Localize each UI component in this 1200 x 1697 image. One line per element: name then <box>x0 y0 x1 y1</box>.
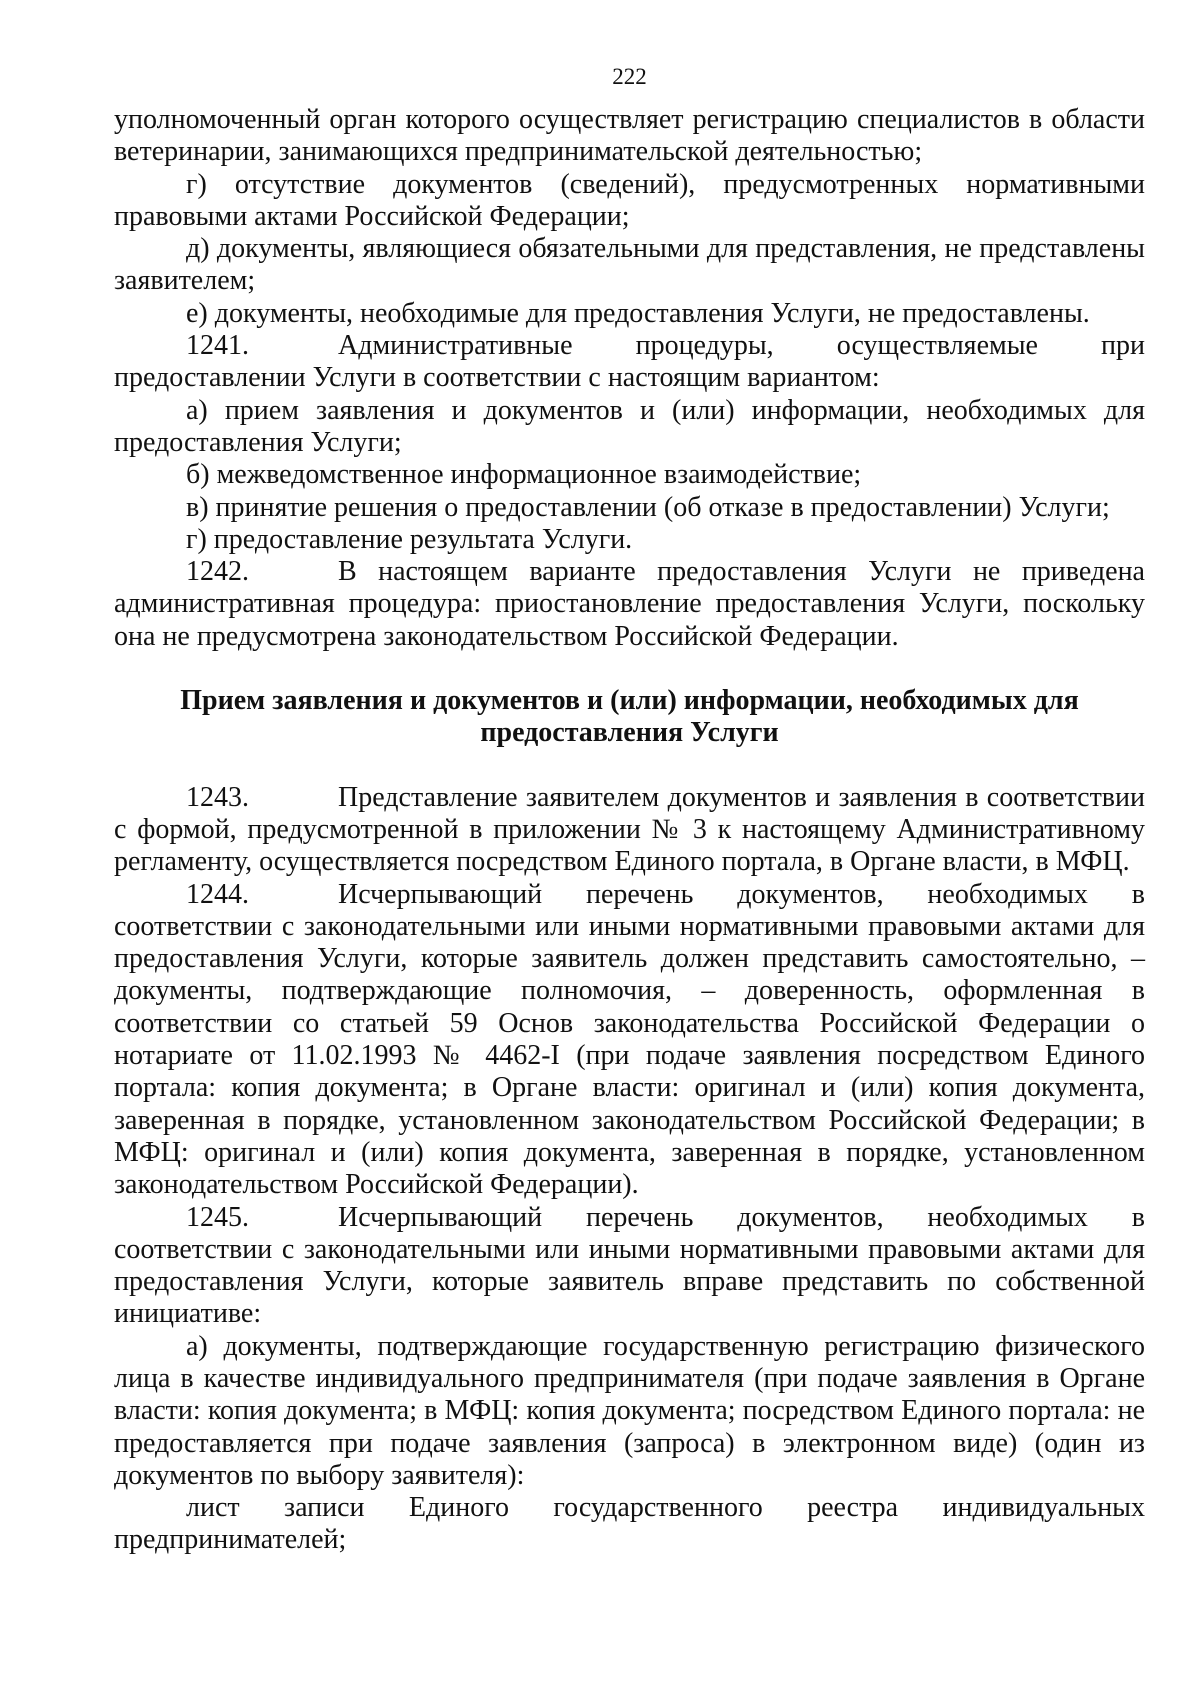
document-page <box>114 62 1145 1557</box>
clause-1242 <box>114 556 1145 653</box>
paragraph-continuation: уполномоченный орган которого осуществляет регистрацию специалистов в области ветеринарии, занимающихся предпринимательской деятельностью; <box>114 104 1145 168</box>
clause-text: Исчерпывающий перечень документов, необходимых в соответствии с законодательными или иными нормативными правовыми актами для предоставления Услуги, которые заявитель должен представить самостоятельно, – документы, подтверждающие полномочия, – доверенность, оформленная в соответствии со статьей 59 Основ законодательства Российской Федерации о нотариате от 11.02.1993 № 4462-I (при подаче заявления посредством Единого портала: копия документа; в Органе власти: оригинал и (или) копия документа, заверенная в порядке, установленном законодательством Российской Федерации; в МФЦ: оригинал и (или) копия документа, заверенная в порядке, установленном законодательством Российской Федерации). <box>114 878 1145 1201</box>
list-item-v: в) принятие решения о предоставлении (об отказе в предоставлении) Услуги; <box>186 491 1110 523</box>
clause-number: 1241. <box>186 330 249 362</box>
clause-text: В настоящем варианте предоставления Услуги не приведена административная процедура: приостановление предоставления Услуги, поскольку она не предусмотрена законодательством Российской Федерации. <box>114 556 1145 652</box>
list-item-e: е) документы, необходимые для предоставления Услуги, не предоставлены. <box>186 297 1090 329</box>
clause-text: Представление заявителем документов и заявления в соответствии с формой, предусмотренной в приложении № 3 к настоящему Административному регламенту, осуществляется посредством Единого портала, в Органе власти, в МФЦ. <box>114 781 1145 878</box>
clause-number: 1244. <box>186 878 249 910</box>
clause-number: 1243. <box>186 781 249 813</box>
clause-number: 1245. <box>186 1201 249 1233</box>
clause-1245 <box>114 1202 1145 1331</box>
clause-number: 1242. <box>186 556 249 588</box>
list-item-d: д) документы, являющиеся обязательными для представления, не представлены заявителем; <box>114 233 1145 297</box>
list-item-a-docs: а) документы, подтверждающие государственную регистрацию физического лица в качестве индивидуального предпринимателя (при подаче заявления в Органе власти: копия документа; в МФЦ: копия документа; посредством Единого портала: не предоставляется при подаче заявления (запроса) в электронном виде) (один из документов по выбору заявителя): <box>114 1330 1145 1491</box>
section-heading: Прием заявления и документов и (или) информации, необходимых для предоставления Услуги <box>180 685 1079 749</box>
clause-text: Административные процедуры, осуществляемые при предоставлении Услуги в соответствии с настоящим вариантом: <box>114 330 1145 394</box>
list-item-g: г) отсутствие документов (сведений), предусмотренных нормативными правовыми актами Российской Федерации; <box>114 168 1145 232</box>
clause-1244 <box>114 879 1145 1202</box>
clause-1241 <box>114 330 1145 395</box>
list-item-registry-sheet: лист записи Единого государственного реестра индивидуальных предпринимателей; <box>114 1492 1145 1556</box>
clause-1243 <box>114 782 1145 879</box>
clause-text: Исчерпывающий перечень документов, необходимых в соответствии с законодательными или иными нормативными правовыми актами для предоставления Услуги, которые заявитель вправе представить по собственной инициативе: <box>114 1201 1145 1330</box>
list-item-g2: г) предоставление результата Услуги. <box>186 523 633 555</box>
list-item-b: б) межведомственное информационное взаимодействие; <box>186 459 862 491</box>
list-item-a: а) прием заявления и документов и (или) информации, необходимых для предоставления Услуги; <box>114 394 1145 458</box>
page-number: 222 <box>612 64 647 89</box>
